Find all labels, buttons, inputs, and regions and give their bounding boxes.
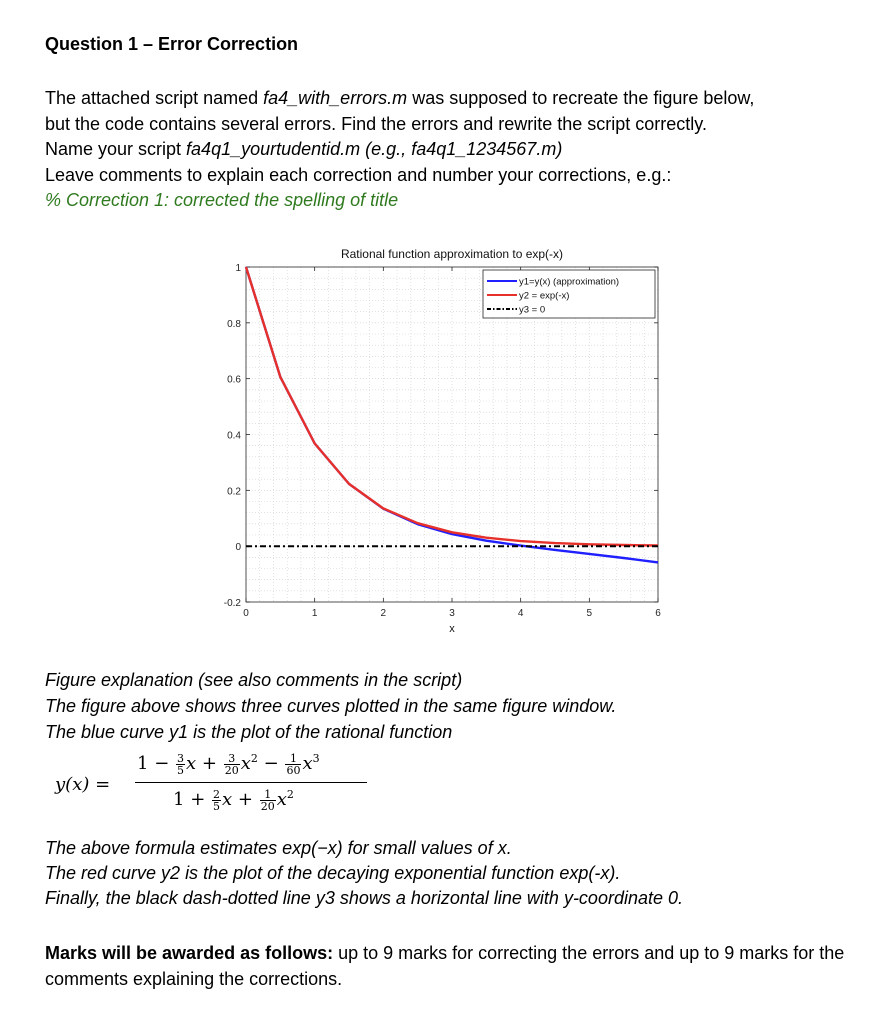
- formula-fraction: [285, 753, 301, 776]
- chart-title: Rational function approximation to exp(-x): [340, 247, 564, 261]
- explanation-line-3: The blue curve y1 is the plot of the rational function: [45, 722, 453, 742]
- formula-fraction: [176, 753, 185, 776]
- formula-notes: [45, 836, 865, 911]
- formula-lhs: y(x) =: [55, 774, 111, 795]
- explanation-line-1: Figure explanation (see also comments in the script): [45, 670, 463, 690]
- x-tick-label: 2: [380, 608, 387, 619]
- formula-operator: −: [263, 753, 279, 774]
- marks-label: Marks will be awarded as follows:: [45, 943, 334, 963]
- formula-fraction: [260, 789, 276, 812]
- formula-term: 1: [173, 789, 185, 810]
- y-tick-label: 0.6: [227, 374, 241, 386]
- x-tick-label: 0: [243, 608, 249, 619]
- formula-exponent: 2: [250, 752, 258, 765]
- formula-operator: −: [154, 753, 170, 774]
- x-tick-label: 1: [311, 608, 318, 619]
- marks-info: [45, 940, 855, 992]
- formula-fraction: [212, 789, 221, 812]
- frac-denominator: 60: [286, 763, 301, 777]
- frac-denominator: 20: [260, 799, 275, 813]
- instructions: [45, 86, 845, 214]
- instruction-line-1: [45, 86, 845, 112]
- formula-operator: +: [237, 789, 253, 810]
- note-line-1: The above formula estimates exp(−x) for small values of x.: [45, 838, 512, 858]
- formula-operator: +: [201, 753, 217, 774]
- explanation-line-2: The figure above shows three curves plotted in the same figure window.: [45, 696, 617, 716]
- note-line-2: The red curve y2 is the plot of the decaying exponential function exp(-x).: [45, 863, 621, 883]
- formula-exponent: 3: [312, 752, 320, 765]
- x-tick-label: 5: [586, 608, 593, 619]
- y-tick-label: 0: [235, 542, 241, 554]
- y-tick-label: 0.2: [227, 486, 241, 498]
- formula-denominator: [173, 788, 294, 812]
- instruction-line-2: but the code contains several errors. Find the errors and rewrite the script correctly.: [45, 113, 707, 134]
- frac-numerator: 3: [224, 753, 240, 765]
- fraction-bar: [135, 782, 367, 783]
- marks-text: up to 9 marks for correcting the errors and up to 9 marks for the comments explaining the corrections.: [45, 943, 845, 989]
- legend-label: y2 = exp(-x): [519, 290, 570, 302]
- chart: [200, 236, 680, 646]
- figure: [200, 236, 680, 646]
- note-line-3: Finally, the black dash-dotted line y3 shows a horizontal line with y-coordinate 0.: [45, 888, 684, 908]
- formula-term: 1: [137, 753, 149, 774]
- formula-exponent: 2: [286, 788, 294, 801]
- formula-operator: +: [190, 789, 206, 810]
- formula-fraction: [224, 753, 240, 776]
- frac-numerator: 2: [213, 787, 221, 801]
- x-tick-label: 4: [517, 608, 524, 619]
- formula-variable: x: [302, 753, 313, 774]
- formula-numerator: [137, 752, 320, 776]
- x-tick-label: 6: [655, 608, 661, 619]
- instruction-text: was supposed to recreate the figure below,: [407, 88, 755, 108]
- script-filename: fa4_with_errors.m: [263, 88, 408, 108]
- instruction-line-4: Leave comments to explain each correction and number your corrections, e.g.:: [45, 164, 672, 185]
- formula-variable: x: [222, 789, 233, 810]
- frac-denominator: 5: [213, 799, 221, 813]
- y-tick-label: -0.2: [223, 598, 241, 609]
- frac-numerator: 3: [177, 751, 185, 765]
- y-tick-label: 0.4: [227, 430, 241, 442]
- question-heading: Question 1 – Error Correction: [45, 34, 299, 54]
- legend-label: y3 = 0: [519, 304, 546, 316]
- y-tick-label: 0.8: [227, 318, 241, 330]
- formula-variable: x: [240, 753, 251, 774]
- instruction-line-3: [45, 137, 845, 163]
- comment-example: % Correction 1: corrected the spelling of title: [45, 190, 399, 210]
- target-filename: fa4q1_yourtudentid.m (e.g., fa4q1_1234567.m): [186, 139, 563, 159]
- legend-label: y1=y(x) (approximation): [519, 276, 620, 288]
- figure-explanation: [45, 667, 845, 745]
- frac-numerator: 1: [285, 753, 301, 765]
- formula-variable: x: [186, 753, 197, 774]
- x-axis-label: x: [449, 623, 455, 635]
- frac-denominator: 5: [177, 763, 185, 777]
- formula-variable: x: [276, 789, 287, 810]
- frac-denominator: 20: [224, 763, 239, 777]
- rational-formula: [55, 752, 395, 822]
- y-tick-label: 1: [235, 263, 241, 274]
- instruction-text: The attached script named: [45, 88, 264, 108]
- x-tick-label: 3: [449, 608, 455, 619]
- frac-numerator: 1: [260, 789, 276, 801]
- instruction-text: Name your script: [45, 139, 187, 159]
